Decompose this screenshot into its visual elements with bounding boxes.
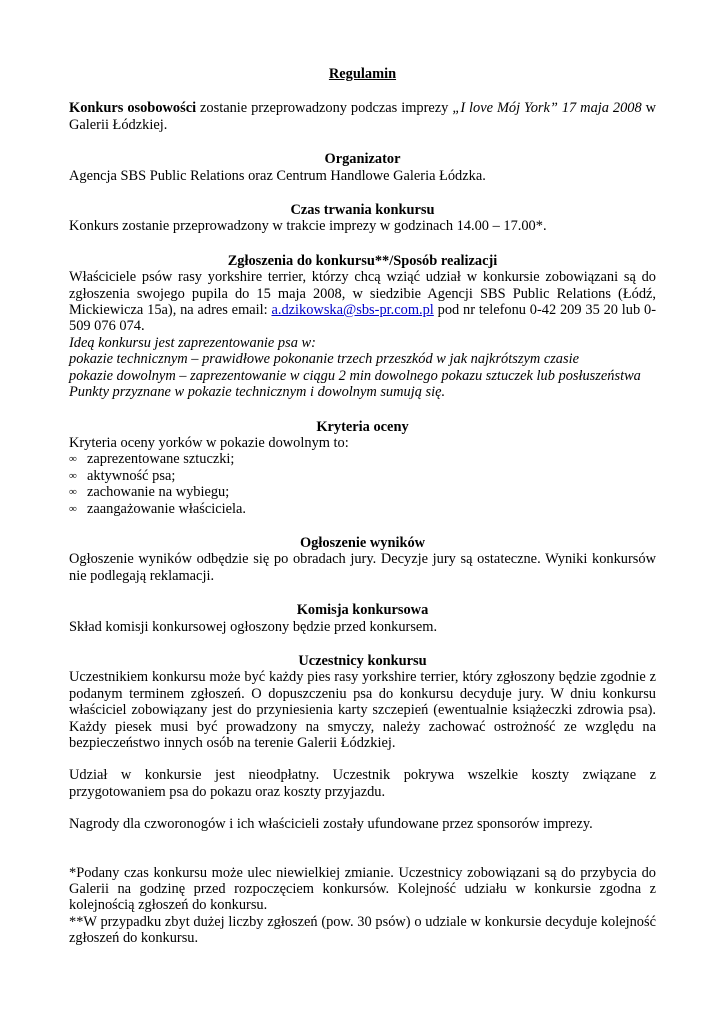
intro-paragraph [69, 100, 656, 133]
intro-event-name: „I love Mój York” 17 maja 2008 [452, 100, 642, 117]
intro-bold: Konkurs osobowości [69, 100, 197, 117]
participants-heading: Uczestnicy konkursu [298, 652, 427, 669]
infinity-bullet-icon: ∞ [69, 453, 77, 466]
participants-prizes: Nagrody dla czworonogów i ich właścicieli zostały ufundowane przez sponsorów imprezy. [69, 816, 593, 833]
results-text: Ogłoszenie wyników odbędzie się po obradach jury. Decyzje jury są ostateczne. Wyniki konkursów nie podlegają reklamacji. [69, 551, 656, 584]
participants-fee: Udział w konkursie jest nieodpłatny. Uczestnik pokrywa wszelkie koszty związane z przygotowaniem psa do pokazu oraz koszty przyjazdu. [69, 767, 656, 800]
infinity-bullet-icon: ∞ [69, 469, 77, 482]
criteria-intro: Kryteria oceny yorków w pokazie dowolnym to: [69, 434, 349, 451]
document-page [69, 66, 656, 947]
criteria-item-text: zaprezentowane sztuczki; [87, 451, 235, 468]
participants-text: Uczestnikiem konkursu może być każdy pies rasy yorkshire terrier, który zgłoszony będzie zgodnie z podanym terminem zgłoszeń. O dopuszczeniu psa do konkursu decyduje jury. W dniu konkursu właściciel zobowiązany jest do przyniesienia karty szczepień (ewentualnie książeczki zdrowia psa). Każdy piesek musi być prowadzony na smyczy, należy zachować ostrożność ze względu na bezpieczeństwo innych osób na terenie Galerii Łódzkiej. [69, 669, 656, 751]
committee-heading: Komisja konkursowa [296, 602, 429, 619]
organizer-text: Agencja SBS Public Relations oraz Centrum Handlowe Galeria Łódzka. [69, 167, 486, 184]
registration-italic-line: Punkty przyznane w pokazie technicznym i dowolnym sumują się. [69, 384, 446, 401]
criteria-list [69, 451, 656, 517]
registration-heading: Zgłoszenia do konkursu**/Sposób realizacji [227, 252, 498, 269]
registration-italic-line: pokazie technicznym – prawidłowe pokonanie trzech przeszkód w jak najkrótszym czasie [69, 351, 579, 368]
duration-heading: Czas trwania konkursu [290, 202, 435, 219]
organizer-heading: Organizator [324, 151, 401, 168]
registration-text-2: pod nr telefonu 0-42 209 35 20 lub 0-509 076 074. [69, 302, 656, 335]
list-item [69, 468, 656, 484]
registration-text [69, 269, 656, 335]
footnote-registration: **W przypadku zbyt dużej liczby zgłoszeń (pow. 30 psów) o udziale w konkursie decyduje kolejność zgłoszeń do konkursu. [69, 913, 656, 947]
intro-text-2: w Galerii Łódzkiej. [69, 100, 657, 133]
criteria-heading: Kryteria oceny [316, 418, 409, 435]
duration-text: Konkurs zostanie przeprowadzony w trakcie imprezy w godzinach 14.00 – 17.00*. [69, 218, 547, 235]
criteria-item-text: zachowanie na wybiegu; [87, 484, 230, 501]
list-item [69, 484, 656, 500]
criteria-item-text: zaangażowanie właściciela. [87, 500, 246, 517]
criteria-item-text: aktywność psa; [87, 467, 176, 484]
email-link[interactable]: a.dzikowska@sbs-pr.com.pl [271, 302, 434, 319]
list-item [69, 451, 656, 467]
results-heading: Ogłoszenie wyników [299, 534, 426, 551]
list-item [69, 501, 656, 517]
intro-text-1: zostanie przeprowadzony podczas imprezy [196, 100, 453, 117]
infinity-bullet-icon: ∞ [69, 502, 77, 515]
registration-italic-line: pokazie dowolnym – zaprezentowanie w ciągu 2 min dowolnego pokazu sztuczek lub posłuszeństwa [69, 367, 641, 384]
document-title: Regulamin [328, 66, 397, 82]
footnote-time: *Podany czas konkursu może ulec niewielkiej zmianie. Uczestnicy zobowiązani są do przybycia do Galerii na godzinę przed rozpoczęciem konkursów. Kolejność udziału w konkursie zgodna z kolejnością zgłoszeń do konkursu. [69, 864, 656, 914]
registration-text-1: Właściciele psów rasy yorkshire terrier, którzy chcą wziąć udział w konkursie zobowiązani są do zgłoszenia swojego pupila do 15 maja 2008, w siedzibie Agencji SBS Public Relations (Łódź, Mickiewicza 15a), na adres email: [69, 269, 656, 319]
infinity-bullet-icon: ∞ [69, 486, 77, 499]
registration-italic-line: Ideą konkursu jest zaprezentowanie psa w: [69, 334, 316, 351]
committee-text: Skład komisji konkursowej ogłoszony będzie przed konkursem. [69, 618, 438, 635]
